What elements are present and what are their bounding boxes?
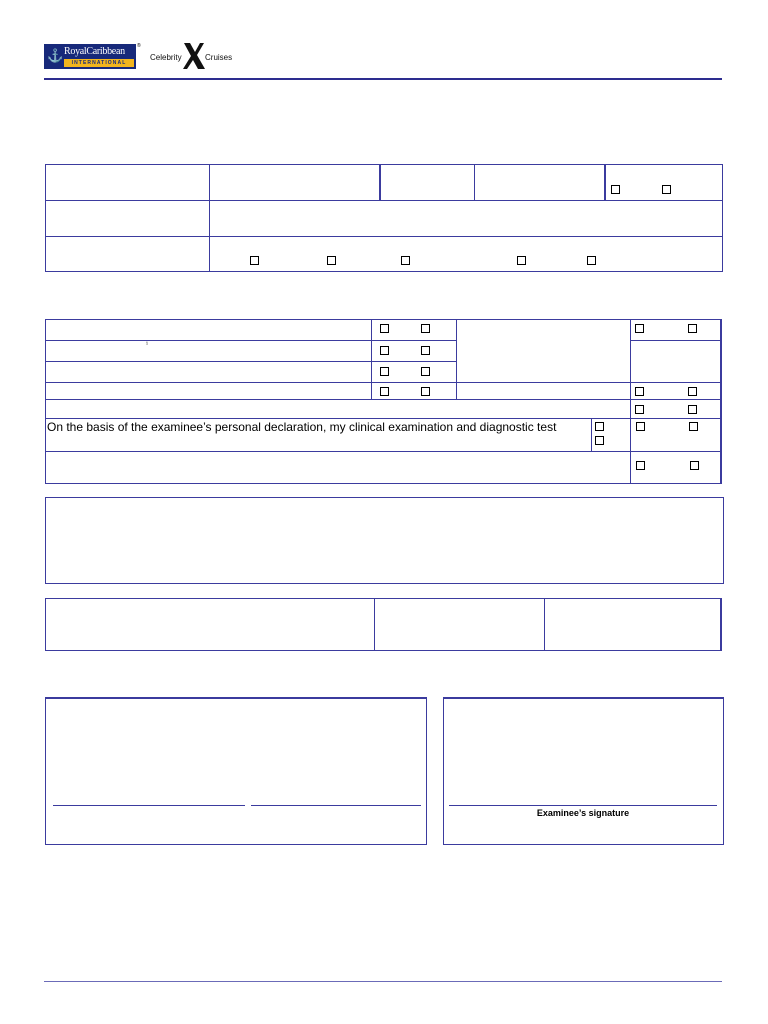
row-divider — [45, 340, 456, 341]
nationality-field[interactable] — [475, 165, 603, 199]
column-divider — [456, 319, 457, 399]
declaration-no-checkbox[interactable] — [689, 422, 698, 431]
right-row1-no-checkbox[interactable] — [688, 324, 697, 333]
date-of-birth-field[interactable] — [382, 165, 473, 199]
right-row2-no-checkbox[interactable] — [688, 387, 697, 396]
declaration-yes-checkbox[interactable] — [636, 422, 645, 431]
celebrity-x-logo-icon — [182, 43, 206, 69]
examinee-signature-label: Examinee’s signature — [536, 808, 630, 818]
box-top-border — [443, 697, 724, 699]
row1-no-checkbox[interactable] — [421, 324, 430, 333]
signature-line — [53, 805, 245, 806]
footnote-marker: ¹ — [146, 342, 148, 348]
row-divider — [45, 418, 721, 419]
declaration-unfit-checkbox[interactable] — [595, 436, 604, 445]
column-divider — [630, 319, 631, 484]
right-border — [720, 598, 722, 651]
column-divider — [591, 418, 592, 451]
address-field[interactable] — [210, 201, 722, 235]
row3-yes-checkbox[interactable] — [380, 367, 389, 376]
royal-caribbean-logo — [44, 44, 136, 69]
signature-line — [449, 805, 717, 806]
registered-mark: ® — [137, 43, 141, 49]
validity-field-1[interactable] — [46, 599, 373, 650]
cruises-wordmark: Cruises — [205, 53, 233, 62]
date-line — [251, 805, 421, 806]
department-option-3-checkbox[interactable] — [401, 256, 410, 265]
row4-yes-checkbox[interactable] — [380, 387, 389, 396]
department-option-1-checkbox[interactable] — [250, 256, 259, 265]
row2-yes-checkbox[interactable] — [380, 346, 389, 355]
box-top-border — [45, 697, 427, 699]
column-divider — [604, 164, 606, 200]
row-divider — [45, 236, 723, 237]
right-row1-yes-checkbox[interactable] — [635, 324, 644, 333]
right-row2-yes-checkbox[interactable] — [635, 387, 644, 396]
footer-divider — [44, 981, 722, 982]
row2-no-checkbox[interactable] — [421, 346, 430, 355]
remarks-box[interactable] — [45, 497, 724, 584]
limitations-yes-checkbox[interactable] — [636, 461, 645, 470]
right-row3-no-checkbox[interactable] — [688, 405, 697, 414]
celebrity-wordmark: Celebrity — [150, 53, 182, 62]
anchor-crown-icon: ⚓ — [47, 48, 64, 63]
sex-female-checkbox[interactable] — [662, 185, 671, 194]
department-option-5-checkbox[interactable] — [587, 256, 596, 265]
limitations-no-checkbox[interactable] — [690, 461, 699, 470]
row3-no-checkbox[interactable] — [421, 367, 430, 376]
column-divider — [371, 319, 372, 399]
right-row3-yes-checkbox[interactable] — [635, 405, 644, 414]
row-divider — [45, 399, 721, 400]
department-option-2-checkbox[interactable] — [327, 256, 336, 265]
right-border — [720, 319, 722, 484]
row-divider — [45, 361, 456, 362]
validity-field-2[interactable] — [375, 599, 543, 650]
department-option-4-checkbox[interactable] — [517, 256, 526, 265]
physician-date-field[interactable] — [251, 760, 421, 804]
validity-field-3[interactable] — [545, 599, 719, 650]
physician-signature-field[interactable] — [53, 760, 245, 804]
row-divider — [630, 340, 721, 341]
royal-caribbean-wordmark: RoyalCaribbean — [64, 46, 125, 57]
sex-male-checkbox[interactable] — [611, 185, 620, 194]
row-divider — [45, 382, 721, 383]
header-divider — [44, 78, 722, 80]
row4-no-checkbox[interactable] — [421, 387, 430, 396]
column-divider — [379, 164, 381, 200]
royal-caribbean-subtitle: INTERNATIONAL — [64, 59, 134, 67]
examinee-signature-field[interactable] — [449, 760, 717, 804]
row1-yes-checkbox[interactable] — [380, 324, 389, 333]
declaration-text: On the basis of the examinee’s personal declaration, my clinical examination and diagnostic test — [47, 420, 557, 434]
declaration-fit-checkbox[interactable] — [595, 422, 604, 431]
surname-field[interactable] — [210, 165, 378, 199]
row-divider — [45, 451, 721, 452]
